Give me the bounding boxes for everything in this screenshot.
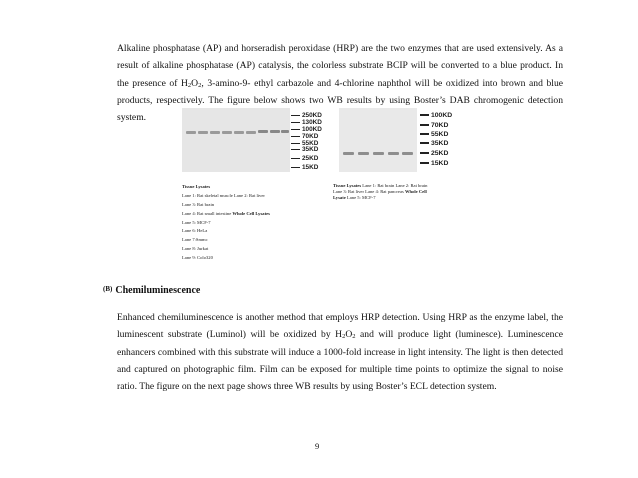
lane-label: Lane 8: Jurkat [182, 246, 209, 252]
intro-text: O [191, 77, 199, 89]
lane-label: Lane 9: Colo320 [182, 255, 213, 261]
blot-band [402, 152, 413, 155]
blot-band [186, 131, 196, 134]
subscript: 2 [187, 81, 192, 89]
marker-label: 70KD [291, 133, 318, 140]
caption-title: Tissue Lysates [182, 184, 211, 189]
caption-text: Lane 5: MCF-7 [346, 195, 376, 200]
section-number: (B) [103, 285, 113, 293]
lane-label: Lane 4: Rat small intestine Whole Cell Lysates [182, 210, 270, 216]
marker-label: 250KD [291, 112, 322, 119]
section-title: Chemiluminescence [115, 285, 201, 296]
figure-caption-left [182, 183, 302, 263]
subscript: 2 [198, 81, 202, 89]
blot-band [270, 130, 280, 133]
marker-label: 130KD [291, 119, 322, 126]
marker-label: 25KD [420, 150, 448, 157]
blot-band [210, 131, 220, 134]
intro-text: , 3-amino-9- ethyl carbazole and 4-chlorine naphthol will be oxidized into brown and blue products, respectively. The figure below shows two WB results by using Boster’s DAB chromogenic detection system. [117, 77, 563, 124]
caption-title: Tissue Lysates [333, 183, 362, 188]
marker-label: 15KD [291, 164, 318, 171]
western-blot-image-right [339, 108, 417, 172]
blot-band [358, 152, 369, 155]
blot-band [373, 152, 384, 155]
blot-band [258, 130, 268, 133]
caption-text: Lane 1: Rat brain Lane 2: Rat brain Lane 3: Rat liver Lane 4: Rat pancreas [333, 183, 428, 194]
blot-band [234, 131, 244, 134]
lane-label: Lane 7:Smmc [182, 237, 208, 243]
marker-label: 100KD [420, 112, 452, 119]
whole-cell-label: Whole Cell Lysates [232, 210, 270, 216]
whole-cell-label: Whole Cell Lysate [333, 189, 427, 200]
section-heading [103, 285, 200, 296]
chemi-text: and will produce light (luminesce). Luminescence enhancers combined with this substrate will induce a 1000-fold increase in light intensity. The light is then detected and captured on photographic film. Film can be exposed for multiple time points to optimize the signal to noise ratio. The figure on the next page shows three WB results by using Boster’s ECL detection system. [117, 329, 563, 393]
figure-caption-right [333, 183, 433, 201]
marker-label: 55KD [420, 131, 448, 138]
subscript: 2 [342, 333, 346, 341]
blot-band [281, 130, 289, 133]
marker-label: 55KD [291, 140, 318, 147]
intro-text: Alkaline phosphatase (AP) and horseradish peroxidase (HRP) are the two enzymes that are used extensively. As a result of alkaline phosphatase (AP) catalysis, the colorless substrate BCIP will be converted to a blue product. In the presence of H [117, 43, 563, 89]
chemi-text: Enhanced chemiluminescence is another method that employs HRP detection. Using HRP as the enzyme label, the luminescent substrate (Luminol) will be oxidized by H [117, 312, 563, 341]
marker-label: 15KD [420, 160, 448, 167]
blot-band [222, 131, 232, 134]
western-blot-image-left [182, 108, 290, 172]
marker-label: 35KD [420, 140, 448, 147]
lane-label: Lane 3: Rat brain [182, 201, 215, 207]
lane-label: Lane 5: MCF-7 [182, 219, 211, 225]
blot-band [198, 131, 208, 134]
chemiluminescence-paragraph [117, 309, 563, 395]
marker-label: 35KD [291, 146, 318, 153]
lane-label: Lane 6: HeLa [182, 228, 208, 234]
chemi-text: O [345, 329, 353, 341]
blot-band [388, 152, 399, 155]
marker-label: 25KD [291, 155, 318, 162]
page-number: 9 [315, 441, 320, 451]
marker-label: 100KD [291, 126, 322, 133]
lane-label: Lane 1: Rat skeletal muscle Lane 2: Rat liver [182, 192, 265, 198]
subscript: 2 [352, 333, 356, 341]
marker-label: 70KD [420, 122, 448, 129]
blot-band [246, 131, 256, 134]
blot-band [343, 152, 354, 155]
